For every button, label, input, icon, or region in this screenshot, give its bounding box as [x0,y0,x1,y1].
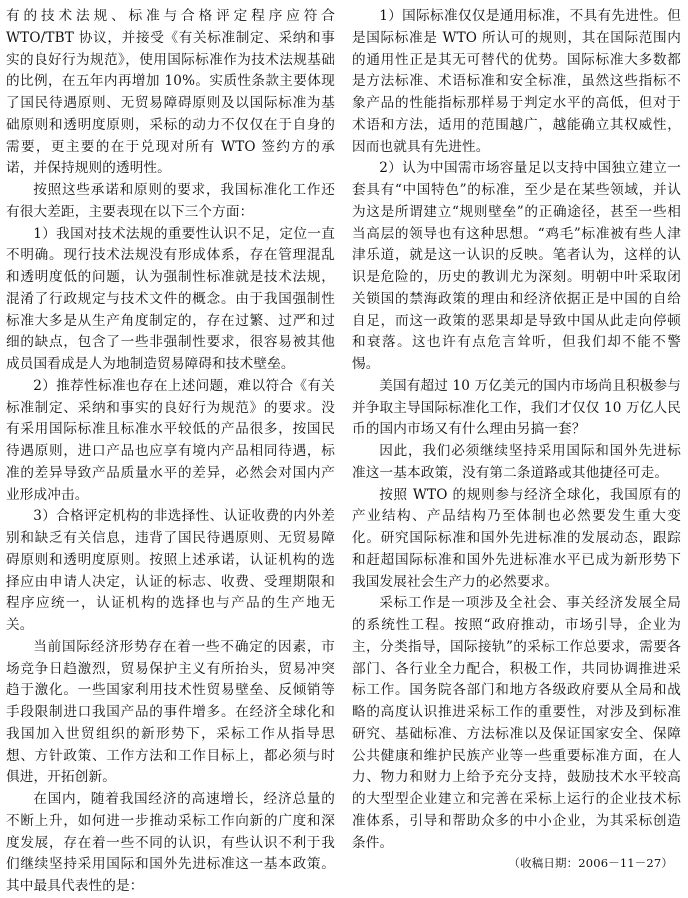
paragraph: 在国内，随着我国经济的高速增长，经济总量的不断上升，如何进一步推动采标工作向新的广度和深度发展，存在着一些不同的认识，有些认识不利于我们继续坚持采用国际和国外先进标准这一基本政策。其中最具代表性的是： [6,791,335,894]
paragraph: 1）国际标准仅仅是通用标准，不具有先进性。但是国际标准是 WTO 所认可的规则，其在国际范围内的通用性正是其无可替代的优势。国际标准大多数都是方法标准、术语标准和安全标准，虽然这些指标不象产品的性能指标那样易于判定水平的高低，但对于术语和方法，适用的范围越广，越能确立其权威性，因而也就具有先进性。 [352,8,681,155]
paragraph: 因此，我们必须继续坚持采用国际和国外先进标准这一基本政策，没有第二条道路或其他捷径可走。 [352,443,681,481]
paragraph: 2）认为中国需市场容量足以支持中国独立建立一套具有“中国特色”的标准，至少是在某些领域，并认为这是所谓建立“规则壁垒”的正确途径，甚至一些相当高层的领导也有这种思想。“鸡毛”标准被有些人津津乐道，就是这一认识的反映。笔者认为，这样的认识是危险的，历史的教训尤为深刻。明朝中叶采取闭关锁国的禁海政策的理由和经济依据正是中国的自给自足，而这一政策的恶果却是导致中国从此走向停顿和衰落。这也许有点危言耸听，但我们却不能不警惕。 [352,160,681,372]
paragraph: 采标工作是一项涉及全社会、事关经济发展全局的系统性工程。按照“政府推动，市场引导，企业为主，分类指导，国际接轨”的采标工作总要求，需要各部门、各行业全力配合，积极工作，共同协调推进采标工作。国务院各部门和地方各级政府要从全局和战略的高度认识推进采标工作的重要性，对涉及到标准研究、基础标准、方法标准以及保证国家安全、保障公共健康和维护民族产业等一些重要标准方面，在人力、物力和财力上给予充分支持，鼓励技术水平较高的大型型企业建立和完善在采标上运行的企业技术标准体系，引导和帮助众多的中小企业，为其采标创造条件。 [352,595,681,851]
paragraph: 按照这些承诺和原则的要求，我国标准化工作还有很大差距，主要表现在以下三个方面： [6,182,335,220]
received-date: （收稿日期：2006－11－27） [508,856,673,871]
paragraph: 3）合格评定机构的非选择性、认证收费的内外差别和缺乏有关信息，违背了国民待遇原则、无贸易障碍原则和透明度原则。按照上述承诺，认证机构的选择应由申请人决定，认证的标志、收费、受理期限和程序应统一，认证机构的选择也与产品的生产地无关。 [6,508,335,633]
left-column [6,6,335,898]
paragraph: 按照 WTO 的规则参与经济全球化，我国原有的产业结构、产品结构乃至体制也必然要发生重大变化。研究国际标准和国外先进标准的发展动态，跟踪和赶超国际标准和国外先进标准水平已成为新形势下我国发展社会生产力的必然要求。 [352,486,681,590]
right-column [352,6,681,872]
paragraph: 有的技术法规、标准与合格评定程序应符合 WTO/TBT 协议，并接受《有关标准制定、采纳和事实的良好行为规范》，使用国际标准作为技术法规基础的比例，在五年内再增加 10%。实质性条款主要体现了国民待遇原则、无贸易障碍原则及以国际标准为基础原则和透明度原则，采标的动力不仅仅在于自身的需要，更主要的在于兑现对所有 WTO 签约方的承诺，并保持规则的透明性。 [6,8,335,177]
paragraph: 美国有超过 10 万亿美元的国内市场尚且积极参与并争取主导国际标准化工作，我们才仅仅 10 万亿人民币的国内市场又有什么理由另搞一套？ [352,377,681,438]
paragraph: 1）我国对技术法规的重要性认识不足，定位一直不明确。现行技术法规没有形成体系，存在管理混乱和透明度低的问题，认为强制性标准就是技术法规，混淆了行政规定与技术文件的概念。由于我国强制性标准大多是从生产角度制定的，存在过繁、过严和过细的缺点，包含了一些非强制性要求，很容易被其他成员国看成是人为地制造贸易障碍和技术壁垒。 [6,225,335,372]
paragraph: 2）推荐性标准也存在上述问题，难以符合《有关标准制定、采纳和事实的良好行为规范》的要求。没有采用国际标准且标准水平较低的产品很多，按国民待遇原则，进口产品也应享有境内产品相同待遇，标准的差异导致产品质量水平的差异，必然会对国内产业形成冲击。 [6,377,335,503]
paragraph: 当前国际经济形势存在着一些不确定的因素，市场竞争日趋激烈，贸易保护主义有所抬头，贸易冲突趋于激化。一些国家利用技术性贸易壁垒、反倾销等手段限制进口我国产品的事件增多。在经济全球化和我国加入世贸组织的新形势下，采标工作从指导思想、方针政策、工作方法和工作目标上，都必须与时俱进，开拓创新。 [6,638,335,786]
